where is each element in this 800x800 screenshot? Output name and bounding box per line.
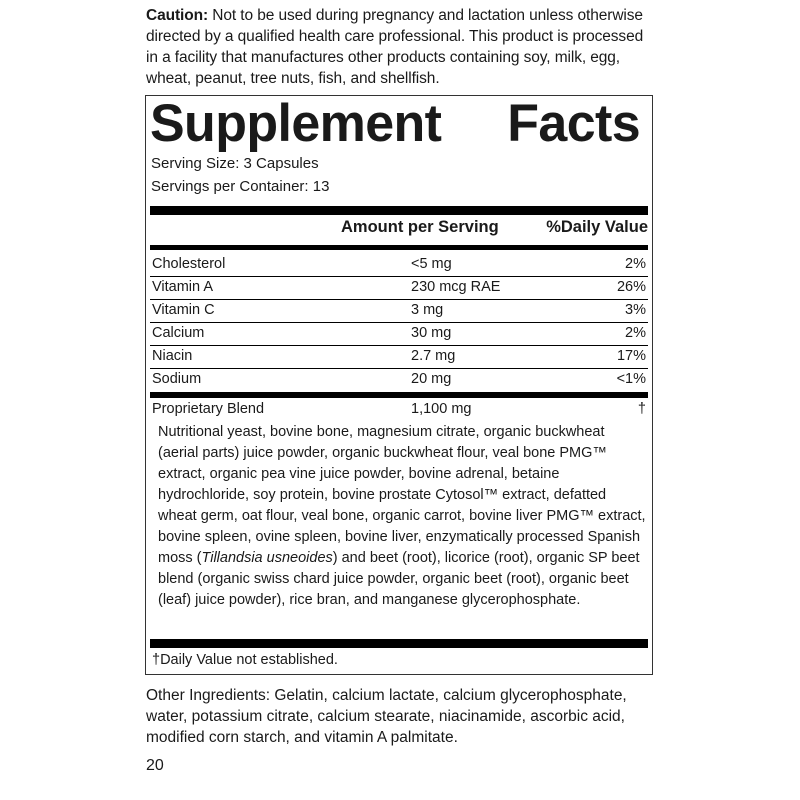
header-daily-value: %Daily Value xyxy=(546,218,648,236)
nutrient-row xyxy=(150,322,648,344)
nutrient-dv: 3% xyxy=(625,302,646,318)
nutrient-name: Niacin xyxy=(152,348,193,364)
thick-divider xyxy=(150,639,648,648)
nutrient-amount: <5 mg xyxy=(411,256,452,272)
header-amount-per-serving: Amount per Serving xyxy=(341,218,499,236)
thick-divider xyxy=(150,206,648,215)
blend-text-1: Nutritional yeast, bovine bone, magnesium citrate, organic buckwheat (aerial parts) juice powder, organic buckwheat flour, veal bone PMG™ extract, organic pea vine juice powder, bovine adrenal, betaine hydrochloride, soy protein, bovine prostate Cytosol™ extract, defatted wheat germ, oat flour, veal bone, organic carrot, bovine liver PMG™ extract, bovine spleen, ovine spleen, bovine liver, enzymatically processed Spanish moss ( xyxy=(158,424,646,566)
other-ingredients: Other Ingredients: Gelatin, calcium lactate, calcium glycerophosphate, water, potassium citrate, calcium stearate, niacinamide, ascorbic acid, modified corn starch, and vitamin A palmitate. xyxy=(146,687,627,746)
nutrient-row xyxy=(150,345,648,367)
blend-name: Proprietary Blend xyxy=(152,401,265,417)
blend-ingredients xyxy=(158,422,648,611)
nutrient-row xyxy=(150,253,648,275)
facts-title-word1: Supplement xyxy=(150,94,442,153)
nutrient-amount: 30 mg xyxy=(411,325,452,341)
nutrient-dv: 2% xyxy=(625,325,646,341)
servings-per-container: Servings per Container: 13 xyxy=(151,178,330,195)
nutrient-amount: 2.7 mg xyxy=(411,348,456,364)
nutrient-name: Cholesterol xyxy=(152,256,226,272)
nutrient-row xyxy=(150,299,648,321)
blend-text-2: ) and beet (root), licorice (root), organic SP beet blend (organic swiss chard juice powder, organic beet (root), organic beet (leaf) juice powder), rice bran, and manganese glycerophosphate. xyxy=(158,550,640,608)
nutrient-dv: 17% xyxy=(616,348,646,364)
nutrient-name: Sodium xyxy=(152,371,202,387)
caution-text: Not to be used during pregnancy and lactation unless otherwise directed by a qualified health care professional. This product is processed in a facility that manufactures other products containing soy, milk, egg, wheat, peanut, tree nuts, fish, and shellfish. xyxy=(146,7,644,87)
nutrient-name: Vitamin C xyxy=(152,302,215,318)
serving-size: Serving Size: 3 Capsules xyxy=(151,155,319,172)
nutrient-dv: <1% xyxy=(616,371,646,387)
page-number: 20 xyxy=(146,757,164,774)
nutrient-amount: 230 mcg RAE xyxy=(411,279,501,295)
proprietary-blend-row xyxy=(150,398,648,420)
caution-label: Caution: xyxy=(146,7,209,24)
medium-divider xyxy=(150,245,648,250)
facts-title-word2: Facts xyxy=(507,94,640,153)
nutrient-row xyxy=(150,276,648,298)
blend-amount: 1,100 mg xyxy=(411,401,472,417)
nutrient-dv: 26% xyxy=(616,279,646,295)
nutrient-row xyxy=(150,368,648,390)
blend-dv: † xyxy=(637,401,646,417)
nutrient-amount: 20 mg xyxy=(411,371,452,387)
dv-footnote: †Daily Value not established. xyxy=(152,652,338,668)
caution-statement xyxy=(146,5,646,89)
nutrient-dv: 2% xyxy=(625,256,646,272)
blend-latin-name: Tillandsia usneoides xyxy=(201,550,333,566)
nutrient-amount: 3 mg xyxy=(411,302,444,318)
facts-title xyxy=(150,94,640,154)
supplement-facts-panel xyxy=(145,95,653,675)
nutrient-name: Calcium xyxy=(152,325,205,341)
nutrient-name: Vitamin A xyxy=(152,279,213,295)
